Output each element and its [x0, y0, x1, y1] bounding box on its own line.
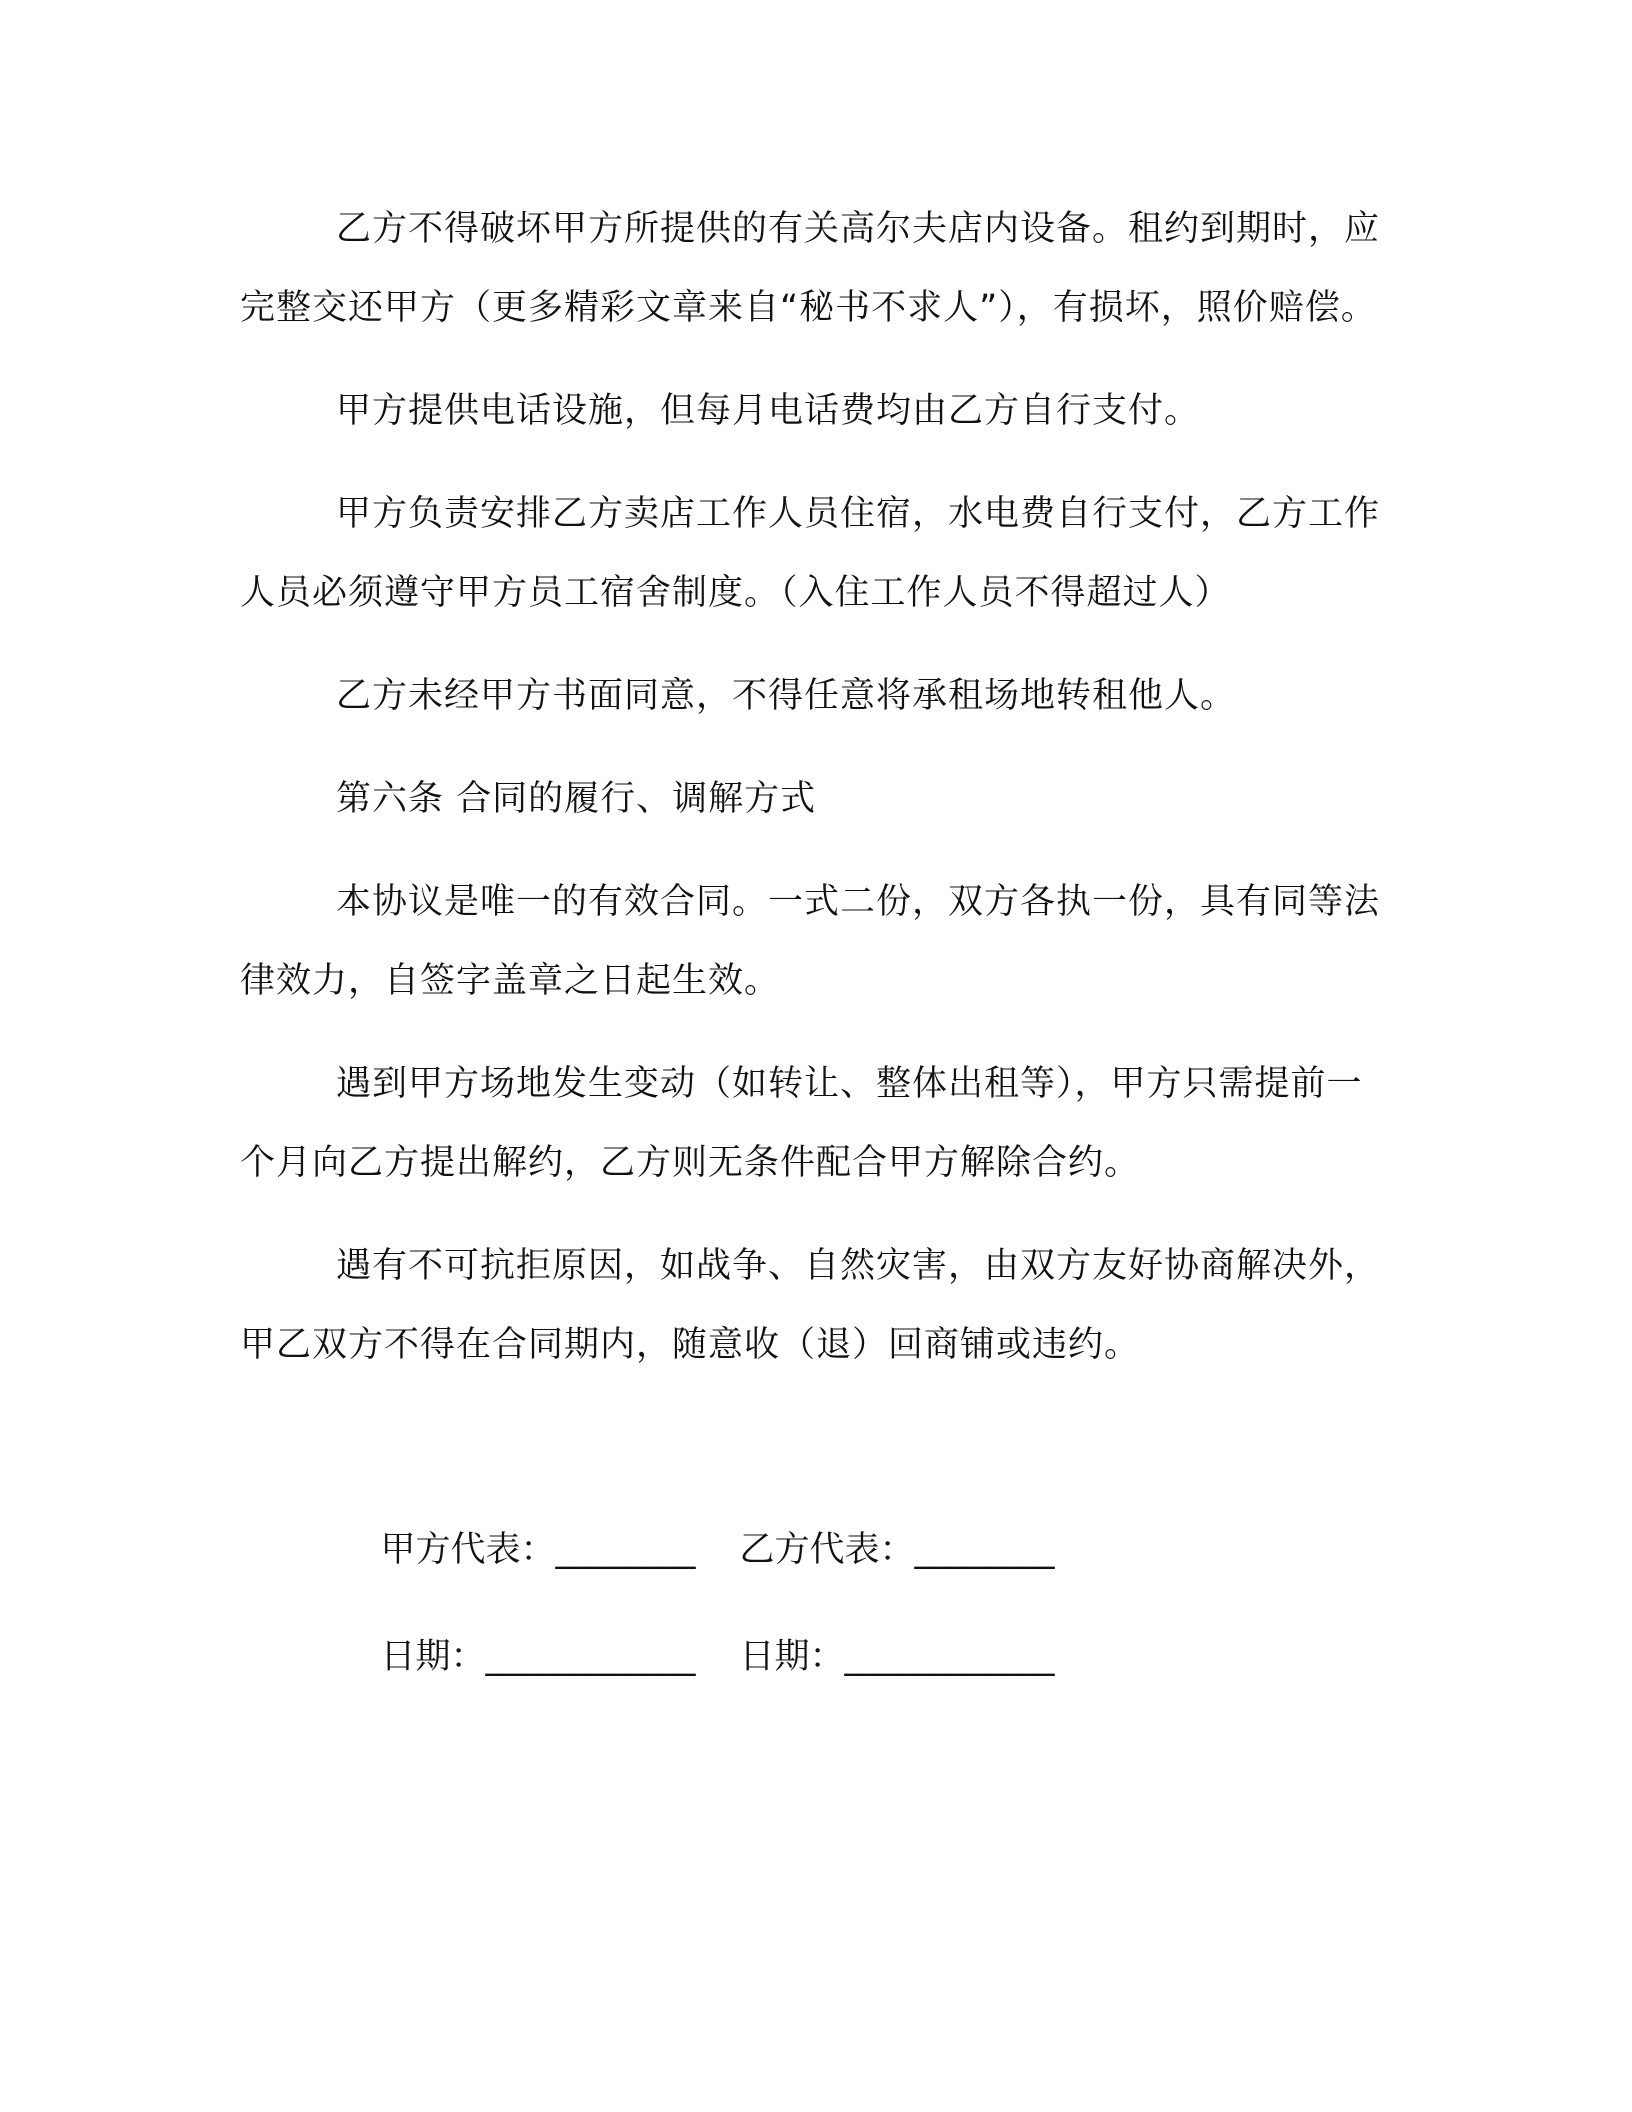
party-b-representative-blank: ________	[914, 1530, 1055, 1570]
date-signature-row	[336, 1582, 1055, 1732]
paragraph-equipment: 乙方不得破坏甲方所提供的有关高尔夫店内设备。租约到期时，应完整交还甲方（更多精彩文章来自“秘书不求人”），有损坏，照价赔偿。	[240, 209, 1381, 328]
paragraph-accommodation: 甲方负责安排乙方卖店工作人员住宿，水电费自行支付，乙方工作人员必须遵守甲方员工宿舍制度。（入住工作人员不得超过人）	[240, 494, 1381, 613]
paragraph-force-majeure: 遇有不可抗拒原因，如战争、自然灾害，由双方友好协商解决外，甲乙双方不得在合同期内，随意收（退）回商铺或违约。	[240, 1246, 1381, 1365]
paragraph-contract-validity: 本协议是唯一的有效合同。一式二份，双方各执一份，具有同等法律效力，自签字盖章之日起生效。	[240, 882, 1381, 1001]
article-six-heading: 第六条 合同的履行、调解方式	[336, 779, 817, 819]
party-b-date-label: 日期：	[739, 1637, 845, 1677]
party-b-date-blank: ____________	[844, 1637, 1055, 1677]
paragraph-phone: 甲方提供电话设施，但每月电话费均由乙方自行支付。	[336, 391, 1201, 431]
party-a-date-blank: ____________	[485, 1637, 696, 1677]
party-b-representative-label: 乙方代表：	[739, 1530, 915, 1570]
paragraph-site-change: 遇到甲方场地发生变动（如转让、整体出租等），甲方只需提前一个月向乙方提出解约，乙方则无条件配合甲方解除合约。	[240, 1064, 1363, 1183]
contract-body	[240, 190, 1390, 1409]
party-a-representative-label: 甲方代表：	[380, 1530, 556, 1570]
paragraph-sublease: 乙方未经甲方书面同意，不得任意将承租场地转租他人。	[336, 676, 1237, 716]
party-a-representative-blank: ________	[555, 1530, 696, 1570]
party-a-date-label: 日期：	[380, 1637, 486, 1677]
